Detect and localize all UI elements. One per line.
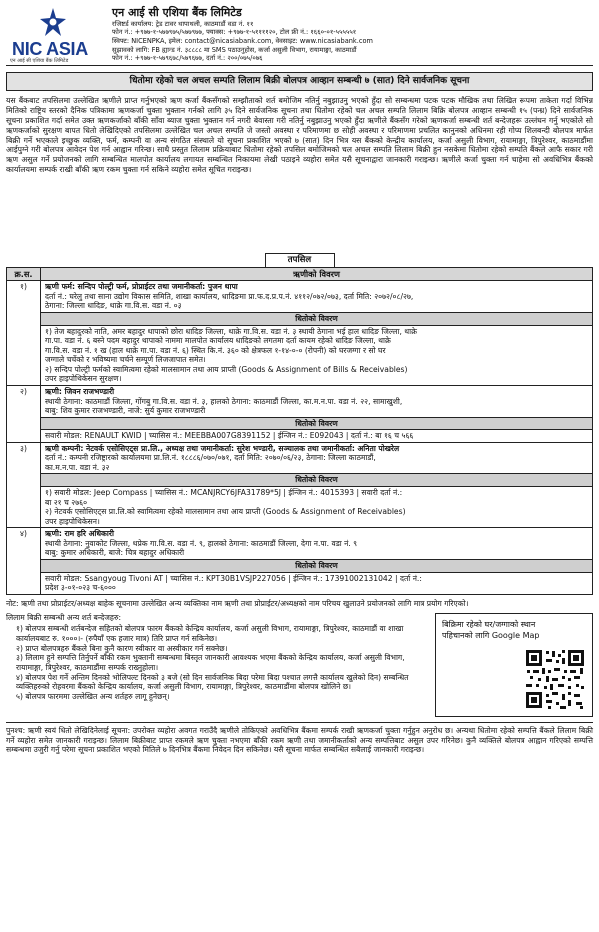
collateral-header: धितोको विवरण [41, 417, 593, 430]
borrower-line: स्थायी ठेगाना: काठमाडौं जिल्ला, गोंगबु गा.वि.स. वडा नं. ३, हालको ठेगाना: काठमाडौं जिल्ला, का.म.न.पा. वडा नं. २२, सामाखुशी, [45, 396, 403, 406]
borrower-line: ऋणी फर्म: सन्दिप पोल्ट्री फर्म, प्रोप्राईटर तथा जमानीकर्ता: पुजन थापा [45, 282, 238, 292]
collateral-detail [41, 325, 593, 385]
notice-footer: पुनश्च: ऋणी स्वयं धितो लेखिदिनेलाई सूचना: उपरोक्त व्यहोरा अवगत गराउँदै ऋणीले तोकिएको अवधिभित्र बैंकमा सम्पर्क राखी ऋणकर्जा चुक्ता गर्नुहुन अनुरोध छ। अन्यथा धितोमा रहेको सम्पत्ति बैंकले लिलाम बिक्री गर्ने व्यहोरा समेत जानकारी गराइन्छ। लिलाम बिक्रीबाट प्राप्त रकमले ऋण चुक्ता नभएमा बाँकी रकम ऋणी तथा जमानीकर्ताको अन्य सम्पत्तिबाट असुल उपर गरिनेछ। कुनै व्यक्तिले बोलपत्र आह्वान गरिएको सम्पत्ति सम्बन्धमा उजुरी गर्नु परेमा सूचना प्रकाशित भएको मितिले ७ दिनभित्र बैंकमा निवेदन दिन सकिनेछ। यसै सूचना मार्फत सम्बन्धित सबैलाई जानकारी गराइन्छ। [6, 722, 593, 755]
logo-tagline: एन आई सी एशिया बैंक लिमिटेड [10, 58, 69, 64]
notice-header [6, 4, 593, 66]
address-line: रजिष्टर्ड कार्यालय: ट्रेड टावर थापाथली, काठमाडौं वडा नं. ११ [112, 19, 254, 28]
row-number: ३) [7, 442, 41, 528]
address-line: स्विफ्ट: NICENPKA, इमेल: contact@nicasiabank.com, वेवसाइट: www.nicasiabank.com [112, 36, 373, 45]
table-row [7, 281, 593, 313]
collateral-line: उपर हाइपोथिकेसन। [45, 516, 100, 526]
borrower-line: बाबु: शिव कुमार राजभण्डारी, नाजे: सुर्य कुमार राजभण्डारी [45, 406, 206, 416]
address-line: फोन नं.: +९७७-१-५७७९७५/५७७९७७, फ्याक्स: +९७७-१-५११११२०, टोल फ्री नं.: १६६०-०१-५५५५५१ [112, 28, 357, 37]
collateral-line: उपर हाइपोथिकेसन सुरक्षण। [45, 374, 122, 384]
collateral-line: २) सन्दिप पोल्ट्री फर्मको स्वामित्वमा रहेको मालसामान तथा आय प्राप्ती (Goods & Assignment of Bills & Receivables) [45, 364, 408, 374]
conditions-heading: लिलाम बिक्री सम्बन्धी अन्य शर्त बन्देजहरु: [6, 613, 122, 623]
collateral-line: गा.पा. वडा नं. ६ बस्ने पदम बहादुर थापाको नाममा मालपोत कार्यालय धादिङको लगतमा दर्ता कायम रहेको धादिङ जिल्ला, थाक्रे [45, 336, 391, 346]
row-number: १) [7, 281, 41, 386]
borrower-line: ठेगाना: जिल्ला धादिङ, थाक्रे गा.वि.स. वडा नं. ०३ [45, 301, 182, 311]
borrower-line: स्थायी ठेगाना: नुवाकोट जिल्ला, थप्रेक गा.वि.स. वडा नं. ९, हालको ठेगाना: काठमाडौं जिल्ला, देगा न.पा. वडा नं. ९ [45, 538, 358, 548]
map-box-text: बिक्रिमा रहेको घर/जग्गाको स्थान पहिचानको लागि Google Map [442, 620, 540, 641]
notice-title: धितोमा रहेको चल अचल सम्पति लिलाम बिक्री बोलपत्र आव्हान सम्बन्धी ७ (सात) दिने सार्वजनिक सूचना [6, 72, 593, 91]
collateral-detail [41, 572, 593, 594]
collateral-detail [41, 430, 593, 443]
collateral-line: सवारी मोडल: RENAULT KWID | च्यासिस नं.: MEEBBA007G8391152 | ईन्जिन नं.: E092043 | दर्ता नं.: बा १६ च ५६६ [45, 431, 414, 441]
table-row [7, 385, 593, 417]
condition-item: २) प्राप्त बोलपत्रहरु बैंकले बिना कुनै कारण स्वीकार वा अस्वीकार गर्न सक्नेछ। [16, 643, 228, 653]
row-number: २) [7, 385, 41, 442]
collateral-line: १) सवारी मोडल: Jeep Compass | च्यासिस नं.: MCANJRCY6JFA31789*5J | ईन्जिन नं.: 4015393 | सवारी दर्ता नं.: [45, 488, 403, 498]
row-number: ४) [7, 528, 41, 594]
condition-item: ४) बोलपत्र पेश गर्ने अन्तिम दिनको भोलिपल्ट दिनको ३ बजे (सो दिन सार्वजनिक बिदा परेमा बिदा पश्चात लगत्तै कार्यालय खुलेको दिन) सम्बन्धित व्यक्तिहरुको रोहवरमा बैंकको केन्द्रिय कार्यालय, कर्जा असुली विभाग, रायामाङ्गा, त्रिपुरेश्वर, काठमाडौंमा बोलपत्र खोलिने छ। [16, 672, 409, 692]
logo-name: NIC ASIA [12, 39, 88, 59]
borrower-line: ऋणी: जिवन राजभण्डारी [45, 386, 115, 396]
borrower-line: का.म.न.पा. वडा नं. ३२ [45, 462, 110, 472]
collateral-line: गा.वि.स. वडा नं. १ ख (हाल थाक्रे गा.पा. वडा नं. ६) स्थित कि.नं. ३६० को क्षेत्रफल १-१४-०-० (रोपनी) को घरजग्गा र सो घर [45, 345, 386, 355]
notice-note: नोट: ऋणी तथा प्रोप्राईटर/अध्यक्ष बाहेक सूचनामा उल्लेखित अन्य व्यक्तिका नाम ऋणी तथा प्रोप्राईटर/अध्यक्षको नाम परिचय खुलाउने प्रयोजनको लागि मात्र प्रयोग गरिएको। [6, 598, 469, 608]
address-line: फोन नं.: +९७७-१-५७९६७८/५७९६७७, दर्ता नं.: २००/०७५/०७६ [112, 54, 263, 63]
bank-info [90, 4, 593, 65]
collateral-line: जग्गाले चर्चेको र भविष्यमा चर्चने सम्पूर्ण लिजजापात समेत। [45, 355, 206, 365]
borrower-detail [41, 528, 593, 560]
condition-item: १) बोलपत्र सम्बन्धी शर्तबन्देज सहितको बोलपत्र फारम बैंकको केन्द्रिय कार्यालय, कर्जा असुली विभाग, रायामाङ्गा, त्रिपुरेश्वर, काठमाडौं वा शाखा कार्यालयबाट रु. १०००।- (रुपैयाँ एक हजार मात्र) तिरि प्राप्त गर्न सकिनेछ। [16, 624, 404, 643]
collateral-line: प्रदेश ३-०१-०२३ च-६००० [45, 583, 116, 593]
collateral-detail [41, 487, 593, 528]
collateral-header: धितोको विवरण [41, 474, 593, 487]
borrower-detail [41, 385, 593, 417]
col-header-no: क्र.स. [7, 268, 41, 281]
bank-name: एन आई सी एशिया बैंक लिमिटेड [112, 6, 242, 19]
borrower-table [6, 267, 593, 595]
borrower-detail [41, 281, 593, 313]
collateral-line: सवारी मोडल: Ssangyoug Tivoni AT | च्यासिस नं.: KPT30B1VSJP227056 | ईन्जिन नं.: 17391002131042 | दर्ता नं.: [45, 573, 422, 583]
collateral-line: बा २१ च २७६० [45, 497, 88, 507]
collateral-header: धितोको विवरण [41, 559, 593, 572]
borrower-line: दर्ता नं.: कम्पनी रजिष्ट्रारको कार्यालयमा प्रा.लि.नं. १८८८६/०७०/०७१, दर्ता मिति: २०७०/०६/२३, ठेगाना: जिल्ला काठमाडौं, [45, 453, 376, 463]
bank-logo [6, 4, 90, 65]
borrower-line: ऋणी कम्पनी: नेटवर्क एसोसिएट्स प्रा.लि., अध्यक्ष तथा जमानीकर्ता: सुरेश भण्डारी, सञ्चालक तथा जमानीकर्ता: अनिता पोखरेल [45, 443, 400, 453]
collateral-line: १) तेज बहादुरको नाति, अमर बहादुर थापाको छोरा धादिङ जिल्ला, थाक्रे गा.वि.स. वडा नं. ३ स्थायी ठेगाना भई हाल धादिङ जिल्ला, थाक्रे [45, 326, 417, 336]
table-row [7, 442, 593, 474]
condition-item: ३) लिलाम हुने सम्पत्ति तिर्नुपर्ने बाँकी रकम भुक्तानी सम्बन्धमा बिस्तृत जानकारी आवश्यक भएमा बैंकको केन्द्रिय कार्यालय, कर्जा असुली विभाग, रायामाङ्गा, त्रिपुरेश्वर, काठमाडौंमा सम्पर्क राख्नुहोला। [16, 653, 405, 672]
borrower-line: बाबु: कुमार अधिकारी, बाजे: चित्र बहादुर अधिकारी [45, 548, 185, 558]
table-row [7, 528, 593, 560]
conditions-section [6, 613, 593, 717]
notice-intro: यस बैंकबाट तपसिलमा उल्लेखित ऋणीले प्राप्त गर्नुभएको ऋण कर्जा बैंकसँगको सम्झौताको शर्त बमोजिम नतिर्नु नबुझाउनु भएको हुँदा सो सम्बन्धमा पटक पटक मौखिक तथा लिखित रूपमा ताकेता गर्दा विभिन्न मितिको राष्ट्रिय स्तरको दैनिक पत्रिकामा ऋणकर्जा चुक्ता भुक्तान गर्नको लागि ३५ दिने सार्वजनिक सूचना तथा धितोमा रहेको चल अचल सम्पति लिलाम बिक्रि बोलपत्र आव्हान सम्बन्धी १५ (पन्ध्र) दिने सार्वजनिक सूचना प्रकाशित गर्दा समेत उक्त ऋणकर्जाको बाँकी साँवा ब्याज चुक्ता भुक्तान गर्न नगरी बेवास्ता गरी नतिर्नु नबुझाउनु भएको हुँदा ऋणीले बैंकसँग गरेको ऋणकर्जा सम्बन्धी शर्त बन्देजहरू उल्लंघन गर्नु भएकोले सो ऋणकर्जाको सुरक्षण बापत धितो लेखिदिएको तपसिलमा उल्लेखित चल अचल सम्पति जे जस्तो अवस्था र परिमाणमा छ सोही अवस्था र परिमाणमा प्रचलित कानुनको अधिनमा रही गोप्य शिलबन्दी बोलपत्र मार्फत बिक्री गर्ने भएकाले इच्छुक व्यक्ति, फर्म, कम्पनी वा अन्य संगठित संस्थाले यो सूचना प्रकाशित भएको ७ (सात) दिन भित्र यस बैंकको केन्द्रीय कार्यालय, कर्जा असुली विभाग, रायामाङ्गा, त्रिपुरेश्वर, काठमाडौंमा आईपुग्ने गरी बोलपत्र आवेदन पेश गर्न आह्वान गरिन्छ। साथै प्रस्तुत लिलाम प्रक्रियाबाट धितोमा रहेको तपसिल बमोजिमको चल अचल सम्पति लिलाम बिक्री हुन नसकेमा धितोमा रहेको सम्पति बैंकले आफै सकार गरी ऋण असुल गर्ने प्रयोजनको लागि सम्बन्धित मालपोत कार्यालय लगायत सम्बन्धित निकायमा लेखी पठाइने व्यहोरा समेत यसै सूचनाद्वारा जानकारी गराइन्छ। ऋणीले कर्जा चुक्ता गर्न चाहेमा सो अवधिभित्र बैंकको कार्यालयमा सम्पर्क राखी बाँकी ऋण रकम चुक्ता गर्न सकिने व्यहोरा समेत सूचित गराइन्छ। [6, 96, 593, 175]
condition-item: ५) बोलपत्र फारममा उल्लेखित अन्य शर्तहरु लागू हुनेछन्। [16, 692, 170, 702]
address-line: सुझावको लागि: FB ह्यान्ड नं. ३८८८८ मा SMS पठाउनुहोस, कर्जा असुली विभाग, रायामाङ्गा, काठमाडौं [112, 45, 357, 54]
conditions-list [6, 613, 435, 717]
collateral-header: धितोको विवरण [41, 313, 593, 326]
borrower-line: ऋणी: राम हरि अधिकारी [45, 529, 114, 539]
nic-asia-emblem-icon [40, 8, 66, 36]
tapsil-label: तपसिल [265, 253, 335, 267]
collateral-line: २) नेटवर्क एसोसिएट्स प्रा.लि.को स्वामित्वमा रहेको मालसामान तथा आय प्राप्ती (Goods & Assignment of Receivables) [45, 507, 406, 517]
borrower-detail [41, 442, 593, 474]
col-header-detail: ऋणीको विवरण [41, 268, 593, 281]
map-box [435, 613, 593, 717]
borrower-line: दर्ता नं.: घरेलु तथा साना उद्योग विकास समिति, शाखा कार्यालय, धादिङमा प्रा.फ.द.प्र.प.नं. ४११२/०७२/०७३, दर्ता मिति: २०७२/०८/२७, [45, 291, 414, 301]
google-map-qr-code-icon[interactable] [524, 648, 586, 710]
